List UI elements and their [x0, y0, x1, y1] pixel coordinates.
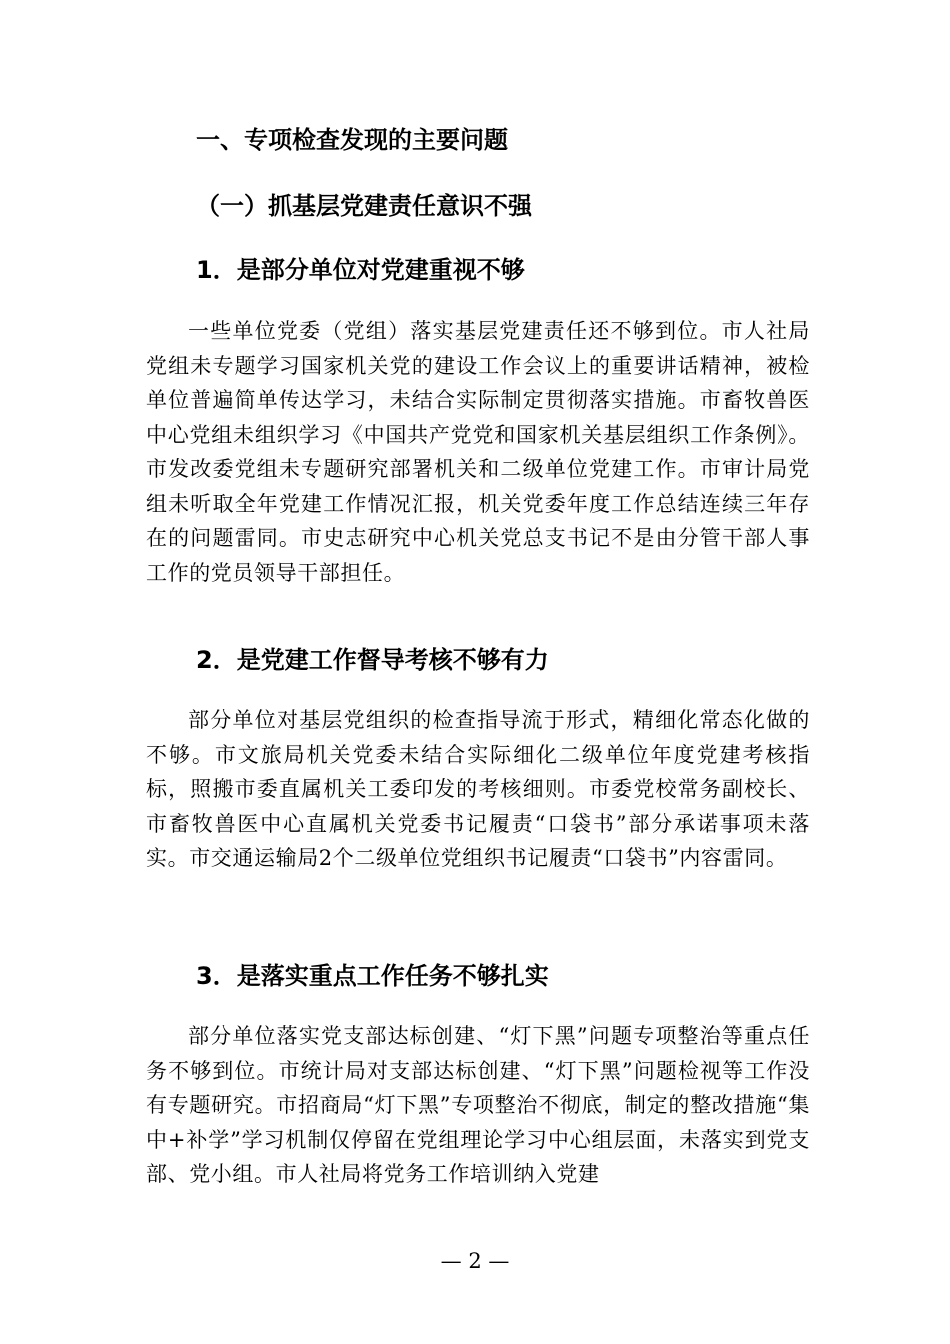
- page-number: — 2 —: [440, 1249, 510, 1273]
- section-3-title: 3．是落实重点工作任务不够扎实: [196, 962, 549, 990]
- heading-level-2: （一）抓基层党建责任意识不强: [196, 192, 532, 220]
- heading-level-1: 一、专项检查发现的主要问题: [196, 126, 508, 154]
- section-2-title: 2．是党建工作督导考核不够有力: [196, 646, 549, 674]
- section-1-title: 1．是部分单位对党建重视不够: [196, 256, 525, 284]
- section-2-paragraph: 部分单位对基层党组织的检查指导流于形式，精细化常态化做的不够。市文旅局机关党委未结合实际细化二级单位年度党建考核指标，照搬市委直属机关工委印发的考核细则。市委党校常务副校长、市畜牧兽医中心直属机关党委书记履责“口袋书”部分承诺事项未落实。市交通运输局2个二级单位党组织书记履责“口袋书”内容雷同。: [146, 708, 810, 870]
- section-3-paragraph: 部分单位落实党支部达标创建、“灯下黑”问题专项整治等重点任务不够到位。市统计局对支部达标创建、“灯下黑”问题检视等工作没有专题研究。市招商局“灯下黑”专项整治不彻底，制定的整改措施“集中+补学”学习机制仅停留在党组理论学习中心组层面，未落实到党支部、党小组。市人社局将党务工作培训纳入党建: [146, 1024, 810, 1186]
- section-1-paragraph: 一些单位党委（党组）落实基层党建责任还不够到位。市人社局党组未专题学习国家机关党的建设工作会议上的重要讲话精神，被检单位普遍简单传达学习，未结合实际制定贯彻落实措施。市畜牧兽医中心党组未组织学习《中国共产党党和国家机关基层组织工作条例》。市发改委党组未专题研究部署机关和二级单位党建工作。市审计局党组未听取全年党建工作情况汇报，机关党委年度工作总结连续三年存在的问题雷同。市史志研究中心机关党总支书记不是由分管干部人事工作的党员领导干部担任。: [146, 319, 810, 585]
